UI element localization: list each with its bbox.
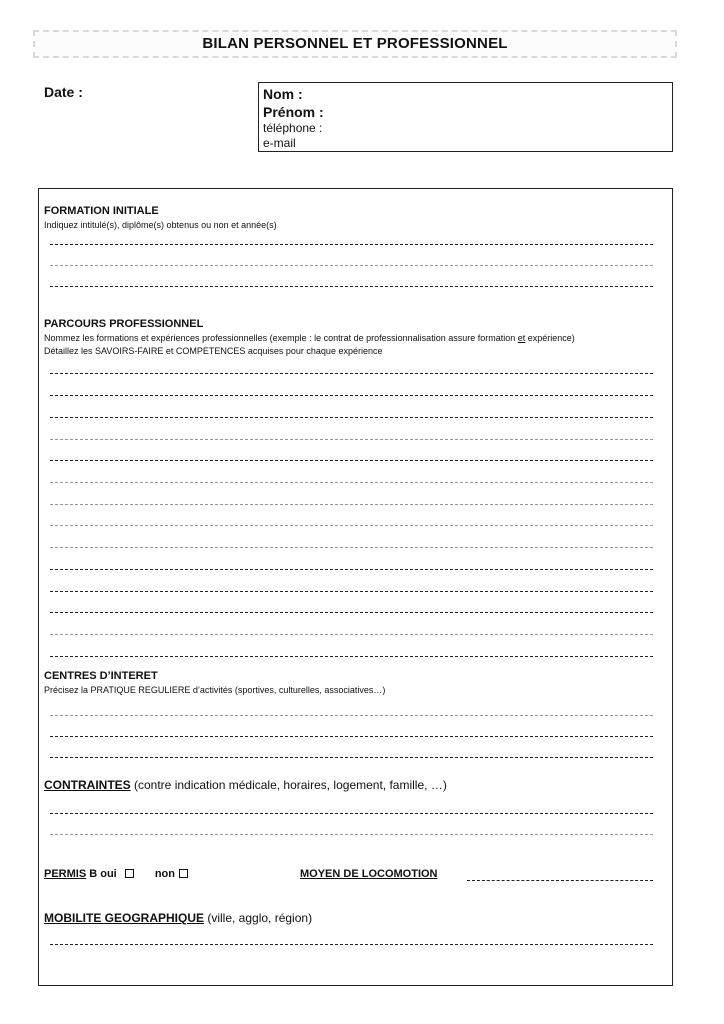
contraintes-title: CONTRAINTES: [44, 778, 131, 792]
parcours-line-12: [50, 612, 653, 613]
contraintes-heading: [44, 778, 447, 792]
mobilite-line-1: [50, 944, 653, 945]
permis-non-checkbox[interactable]: [179, 869, 188, 878]
title-banner: [33, 30, 677, 58]
prenom-label: Prénom :: [263, 104, 324, 120]
parcours-line-9: [50, 547, 653, 548]
parcours-line-7: [50, 504, 653, 505]
locomotion-label: MOYEN DE LOCOMOTION: [300, 868, 438, 880]
parcours-line-6: [50, 482, 653, 483]
parcours-line-2: [50, 395, 653, 396]
mobilite-heading: [44, 911, 312, 925]
page-title: BILAN PERSONNEL ET PROFESSIONNEL: [202, 35, 508, 52]
date-label: Date :: [44, 84, 83, 100]
parcours-line-10: [50, 569, 653, 570]
email-label: e-mail: [263, 136, 296, 150]
permis-non-label: non: [154, 868, 175, 880]
contraintes-line-2: [50, 834, 653, 835]
formation-line-2: [50, 265, 653, 266]
parcours-subtitle-1: Nommez les formations et expériences professionnelles (exemple : le contrat de professionnalisation assure formation et expérience): [44, 333, 575, 343]
mobilite-title: MOBILITE GEOGRAPHIQUE: [44, 911, 205, 925]
permis-oui-checkbox[interactable]: [125, 869, 134, 878]
nom-label: Nom :: [263, 86, 303, 102]
parcours-line-3: [50, 417, 653, 418]
formation-title: FORMATION INITIALE: [44, 205, 159, 217]
formation-subtitle: Indiquez intitulé(s), diplôme(s) obtenus ou non et année(s): [44, 220, 277, 230]
locomotion-line: [467, 880, 653, 881]
parcours-line-13: [50, 634, 653, 635]
parcours-line-11: [50, 591, 653, 592]
permis-label: PERMIS: [44, 868, 87, 880]
contraintes-line-1: [50, 813, 653, 814]
main-form-box: [38, 188, 673, 986]
parcours-line-4: [50, 439, 653, 440]
telephone-label: téléphone :: [263, 121, 323, 135]
formation-line-1: [50, 244, 653, 245]
mobilite-detail: (ville, agglo, région): [204, 911, 313, 925]
centres-subtitle: Précisez la PRATIQUE REGULIERE d’activités (sportives, culturelles, associatives…): [44, 685, 386, 695]
centres-line-2: [50, 736, 653, 737]
contraintes-detail: (contre indication médicale, horaires, logement, famille, …): [130, 778, 447, 792]
centres-line-1: [50, 715, 653, 716]
parcours-line-8: [50, 525, 653, 526]
formation-line-3: [50, 286, 653, 287]
parcours-line-5: [50, 460, 653, 461]
parcours-line-1: [50, 373, 653, 374]
identity-box: [258, 82, 673, 152]
centres-title: CENTRES D’INTERET: [44, 670, 158, 682]
parcours-line-14: [50, 656, 653, 657]
centres-line-3: [50, 757, 653, 758]
permis-b-oui-label: B oui: [86, 868, 117, 880]
parcours-subtitle-2: Détaillez les SAVOIRS-FAIRE et COMPETENCES acquises pour chaque expérience: [44, 346, 383, 356]
permis-row: [44, 868, 188, 880]
parcours-title: PARCOURS PROFESSIONNEL: [44, 318, 204, 330]
